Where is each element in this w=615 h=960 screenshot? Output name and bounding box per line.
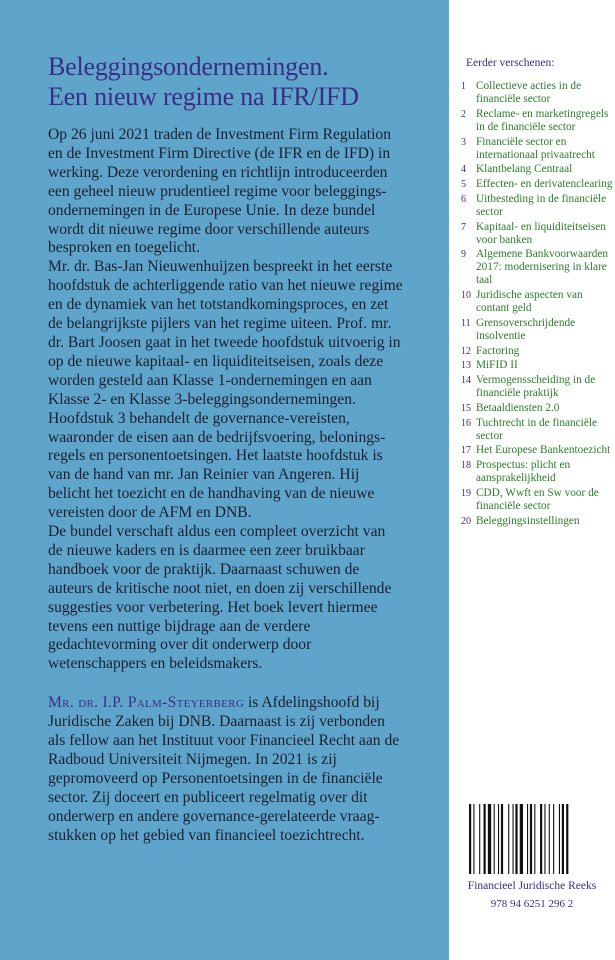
series-item xyxy=(461,178,613,191)
series-item-label: Financiële sector en internationaal privaatrecht xyxy=(476,135,595,161)
barcode-bar xyxy=(488,804,491,874)
series-item-label: CDD, Wwft en Sw voor de financiële sector xyxy=(476,486,599,512)
barcode-bar xyxy=(540,804,542,874)
isbn-number: 978 94 6251 296 2 xyxy=(490,898,574,910)
series-item-number: 5 xyxy=(461,179,466,191)
series-item-label: Vermogensscheiding in de financiële praktijk xyxy=(476,374,596,400)
series-item xyxy=(461,417,613,443)
series-item xyxy=(461,163,613,176)
series-item-label: Tuchtrecht in de financiële sector xyxy=(476,416,597,442)
series-item-label: Algemene Bankvoorwaarden 2017: modernisering in klare taal xyxy=(476,248,609,287)
title-line-1: Beleggingsondernemingen. xyxy=(48,52,329,81)
barcode-bar xyxy=(562,804,564,874)
series-item-number: 15 xyxy=(461,402,471,414)
series-item-number: 19 xyxy=(461,487,471,499)
series-item-number: 17 xyxy=(461,445,471,457)
series-item-number: 4 xyxy=(461,164,466,176)
author-bio-text: is Afdelingshoofd bij Juridische Zaken bij DNB. Daarnaast is zij verbonden als fellow aan het Instituut voor Financieel Recht aan de Radboud Universiteit Nijmegen. In 2021 is zij gepromoveerd op Personentoetsingen in de financiële sector. Zij doceert en publiceert regelmatig over dit onderwerp en andere governance-gerelateerde vraagstukken op het gebied van financieel toezichtrecht. xyxy=(48,694,400,844)
series-item xyxy=(461,487,613,513)
series-item xyxy=(461,289,613,315)
barcode-bar xyxy=(549,804,550,874)
series-item-label: Betaaldiensten 2.0 xyxy=(476,401,560,414)
series-item xyxy=(461,221,613,247)
series-item-label: Collectieve acties in de financiële sector xyxy=(476,80,582,106)
series-item-label: Juridische aspecten van contant geld xyxy=(476,289,583,315)
series-item-number: 6 xyxy=(461,193,466,205)
series-item xyxy=(461,459,613,485)
barcode-bar xyxy=(553,804,554,874)
series-item-label: Factoring xyxy=(476,344,520,357)
series-item-label: Het Europese Bankentoezicht xyxy=(476,444,611,457)
author-name: Mr. dr. I.P. Palm-Steyerberg xyxy=(48,694,245,712)
series-item-number: 20 xyxy=(461,515,471,527)
barcode-bar xyxy=(494,804,495,874)
barcode-bar xyxy=(515,804,517,874)
barcode-bar xyxy=(484,804,486,874)
series-item-number: 14 xyxy=(461,375,471,387)
barcode-bar xyxy=(534,804,535,874)
series-item xyxy=(461,193,613,219)
author-bio xyxy=(48,694,403,845)
blurb-paragraph-1: Op 26 juni 2021 traden de Investment Firm Regulation en de Investment Firm Directive (de IFR en de IFD) in werking. Deze verordening en richtlijn introduceerden een geheel nieuw prudentieel regime voor beleggingsondernemingen in de Europese Unie. In deze bundel wordt dit nieuwe regime door verschillende auteurs besproken en toegelicht. xyxy=(48,126,392,257)
barcode-bar xyxy=(479,804,480,874)
series-item xyxy=(461,444,613,457)
series-item-number: 9 xyxy=(461,249,466,261)
barcode-bar xyxy=(559,804,560,874)
series-item-number: 18 xyxy=(461,460,471,472)
back-cover-text xyxy=(48,52,403,846)
blurb-paragraph-3: De bundel verschaft aldus een compleet overzicht van de nieuwe kaders en is daarmee een zeer bruikbaar handboek voor de praktijk. Daarnaast schuwen de auteurs de kritische noot niet, en doen zij verschillende suggesties voor verbetering. Het boek levert hiermee tevens een nuttige bijdrage aan de verdere gedachtevorming over dit onderwerp door wetenschappers en beleidsmakers. xyxy=(48,523,392,673)
series-item-number: 13 xyxy=(461,360,471,372)
series-item-number: 16 xyxy=(461,417,471,429)
series-item xyxy=(461,402,613,415)
barcode-bar xyxy=(498,804,499,874)
series-item-number: 1 xyxy=(461,81,466,92)
series-item-label: MiFID II xyxy=(476,359,518,372)
barcode xyxy=(467,804,599,874)
barcode-bar xyxy=(469,804,471,874)
series-item xyxy=(461,136,613,162)
barcode-bar xyxy=(527,804,528,874)
barcode-bar xyxy=(566,804,568,874)
series-item xyxy=(461,248,613,287)
series-item-label: Prospectus: plicht en aansprakelijkheid xyxy=(476,459,571,485)
barcode-bar xyxy=(530,804,532,874)
series-item xyxy=(461,108,613,134)
blurb-paragraph-2: Mr. dr. Bas-Jan Nieuwenhuijzen bespreekt in het eerste hoofdstuk de achterliggende ratio van het nieuwe regime en de dynamiek van het totstandkomingsproces, en zet de belangrijkste pijlers van het regime uiteen. Prof. mr. dr. Bart Joosen gaat in het tweede hoofdstuk uitvoerig in op de nieuwe kapitaal- en liquiditeitseisen, zoals deze worden gesteld aan Klasse 1-ondernemingen en aan Klasse 2- en Klasse 3-beleggingsondernemingen. Hoofdstuk 3 behandelt de governance-vereisten, waaronder de eisen aan de bedrijfsvoering, beloningsregels en personentoetsingen. Het laatste hoofdstuk is van de hand van mr. Jan Reinier van Angeren. Hij belicht het toezicht en de handhaving van de nieuwe vereisten door de AFM en DNB. xyxy=(48,258,403,522)
series-item-number: 3 xyxy=(461,136,466,148)
series-panel xyxy=(449,0,615,960)
series-item-label: Klantbelang Centraal xyxy=(476,163,573,176)
series-heading: Eerder verschenen: xyxy=(466,57,555,69)
series-item-label: Reclame- en marketingregels in de financiële sector xyxy=(476,107,609,133)
barcode-bar xyxy=(544,804,545,874)
barcode-bar xyxy=(520,804,523,874)
series-item-number: 2 xyxy=(461,108,466,120)
series-item xyxy=(461,345,613,358)
series-item xyxy=(461,80,613,106)
series-list xyxy=(461,80,613,529)
series-item xyxy=(461,317,613,343)
series-item-number: 7 xyxy=(461,221,466,233)
series-item-label: Kapitaal- en liquiditeitseisen voor banken xyxy=(476,220,606,246)
book-title xyxy=(48,52,403,112)
title-line-2: Een nieuw regime na IFR/IFD xyxy=(48,82,359,111)
series-item-number: 12 xyxy=(461,345,471,357)
barcode-bar xyxy=(501,804,503,874)
series-item xyxy=(461,374,613,400)
series-item-label: Uitbesteding in de financiële sector xyxy=(476,192,607,218)
series-item-number: 11 xyxy=(461,317,471,329)
series-item xyxy=(461,515,613,528)
barcode-bar xyxy=(513,804,514,874)
series-item xyxy=(461,359,613,372)
series-item-label: Grensoverschrijdende insolventie xyxy=(476,316,576,343)
series-item-label: Effecten- en derivatenclearing xyxy=(476,178,613,191)
series-name: Financieel Juridische Reeks xyxy=(467,880,597,892)
series-item-number: 10 xyxy=(461,290,471,302)
barcode-bar xyxy=(508,804,509,874)
series-item-label: Beleggingsinstellingen xyxy=(476,514,580,527)
barcode-bar xyxy=(473,804,474,874)
